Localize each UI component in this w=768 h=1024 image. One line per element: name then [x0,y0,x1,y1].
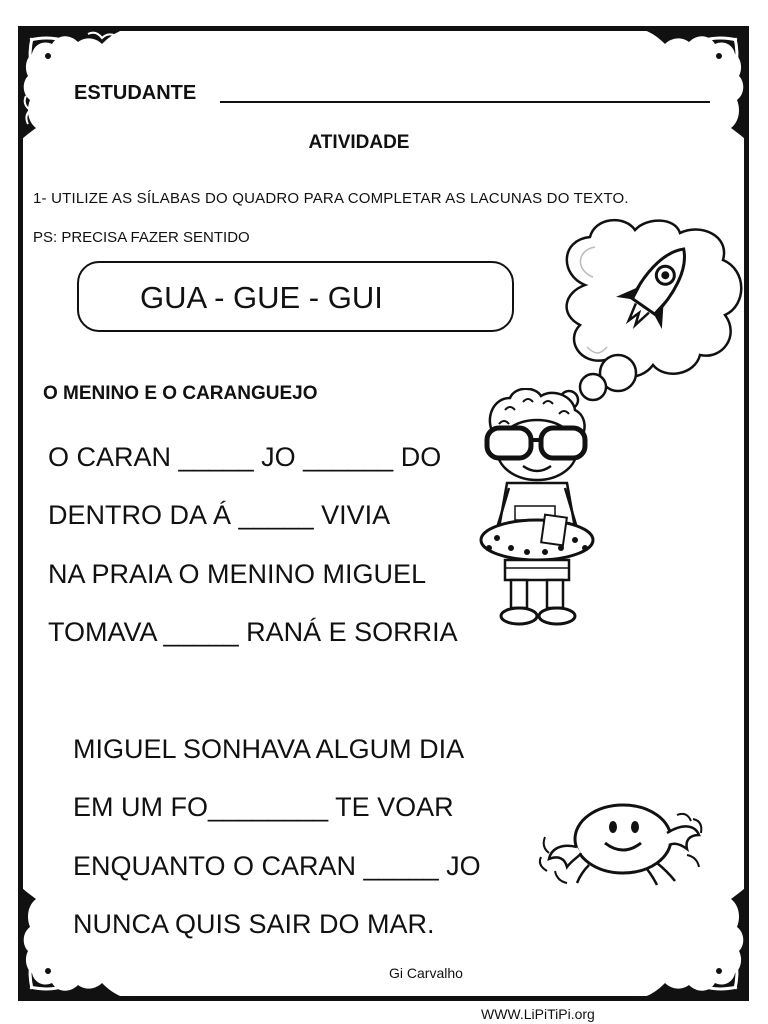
poem-line: O CARAN _____ JO ______ DO [48,442,442,472]
poem-title: O MENINO E O CARANGUEJO [43,383,318,404]
poem-line: ENQUANTO O CARAN _____ JO [73,851,481,881]
instruction-note: PS: PRECISA FAZER SENTIDO [33,229,250,246]
poem-line: DENTRO DA Á _____ VIVIA [48,500,391,530]
poem-line: NA PRAIA O MENINO MIGUEL [48,559,427,589]
poem-line: TOMAVA _____ RANÁ E SORRIA [48,617,458,647]
ornamental-corner-icon [18,883,136,1001]
rocket-thought-bubble-illustration [555,215,750,415]
poem-line: MIGUEL SONHAVA ALGUM DIA [73,734,465,764]
poem-line: EM UM FO________ TE VOAR [73,792,454,822]
crab-illustration [537,797,705,889]
syllable-box-text: GUA - GUE - GUI [140,280,383,315]
ornamental-corner-icon [631,26,749,144]
instruction-text: 1- UTILIZE AS SÍLABAS DO QUADRO PARA COMPLETAR AS LACUNAS DO TEXTO. [33,190,629,207]
boy-with-glasses-illustration [475,388,600,628]
student-name-line[interactable] [220,101,710,103]
author-credit: Gi Carvalho [389,965,463,981]
student-label: ESTUDANTE [74,82,197,104]
activity-title: ATIVIDADE [308,132,410,153]
ornamental-corner-icon [631,883,749,1001]
poem-line: NUNCA QUIS SAIR DO MAR. [73,909,435,939]
website-link[interactable]: WWW.LiPiTiPi.org [481,1006,595,1022]
